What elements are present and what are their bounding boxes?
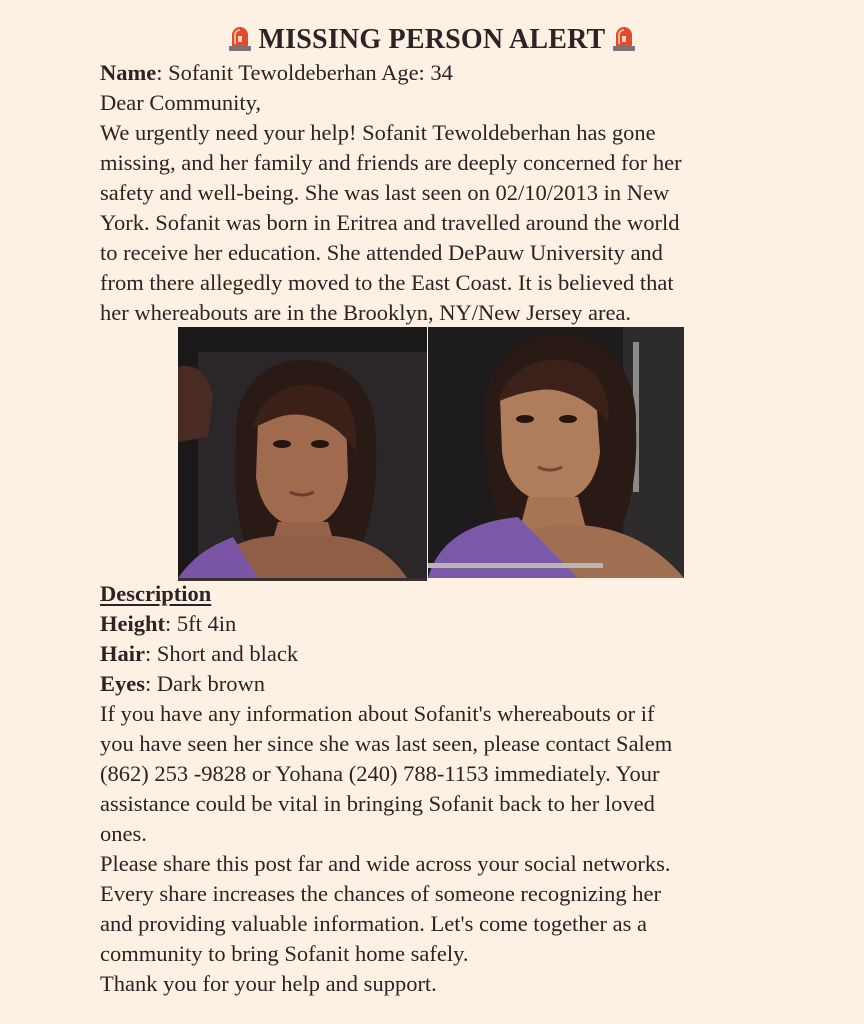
share-line: community to bring Sofanit home safely. — [100, 941, 469, 966]
intro-line: York. Sofanit was born in Eritrea and travelled around the world — [100, 210, 680, 235]
alert-title: MISSING PERSON ALERT — [258, 24, 606, 55]
share-line: and providing valuable information. Let's come together as a — [100, 911, 648, 936]
share-line: Please share this post far and wide across your social networks. — [100, 851, 671, 876]
siren-icon — [227, 22, 253, 52]
intro-line: We urgently need your help! Sofanit Tewoldeberhan has gone — [100, 120, 656, 145]
contact-line: ones. — [100, 821, 147, 846]
intro-line: missing, and her family and friends are deeply concerned for her — [100, 150, 682, 175]
intro-line: from there allegedly moved to the East Coast. It is believed that — [100, 270, 674, 295]
description-section — [100, 579, 800, 999]
share-line: Every share increases the chances of someone recognizing her — [100, 881, 661, 906]
intro-line: to receive her education. She attended DePauw University and — [100, 240, 663, 265]
name-label: Name — [100, 60, 157, 85]
portrait-photo-front — [178, 327, 427, 581]
contact-line: (862) 253 -9828 or Yohana (240) 788-1153 immediately. Your — [100, 761, 660, 786]
height-label: Height — [100, 611, 165, 636]
intro-line: safety and well-being. She was last seen on 02/10/2013 in New — [100, 180, 670, 205]
height-value: : 5ft 4in — [165, 611, 237, 636]
eyes-label: Eyes — [100, 671, 145, 696]
hair-label: Hair — [100, 641, 145, 666]
intro-line: her whereabouts are in the Brooklyn, NY/New Jersey area. — [100, 300, 632, 325]
contact-line: If you have any information about Sofanit's whereabouts or if — [100, 701, 655, 726]
intro-section — [100, 58, 800, 328]
description-heading: Description — [100, 581, 212, 606]
name-value: : Sofanit Tewoldeberhan Age: 34 — [156, 60, 453, 85]
portrait-photo-side — [428, 327, 684, 578]
name-line — [100, 58, 800, 88]
hair-value: : Short and black — [145, 641, 299, 666]
siren-icon — [611, 22, 637, 52]
height-line — [100, 609, 800, 639]
hair-line — [100, 639, 800, 669]
alert-title-row — [0, 22, 864, 57]
contact-line: assistance could be vital in bringing Sofanit back to her loved — [100, 791, 655, 816]
eyes-value: : Dark brown — [145, 671, 265, 696]
eyes-line — [100, 669, 800, 699]
greeting: Dear Community, — [100, 90, 262, 115]
thanks-line: Thank you for your help and support. — [100, 971, 437, 996]
contact-line: you have seen her since she was last seen, please contact Salem — [100, 731, 673, 756]
